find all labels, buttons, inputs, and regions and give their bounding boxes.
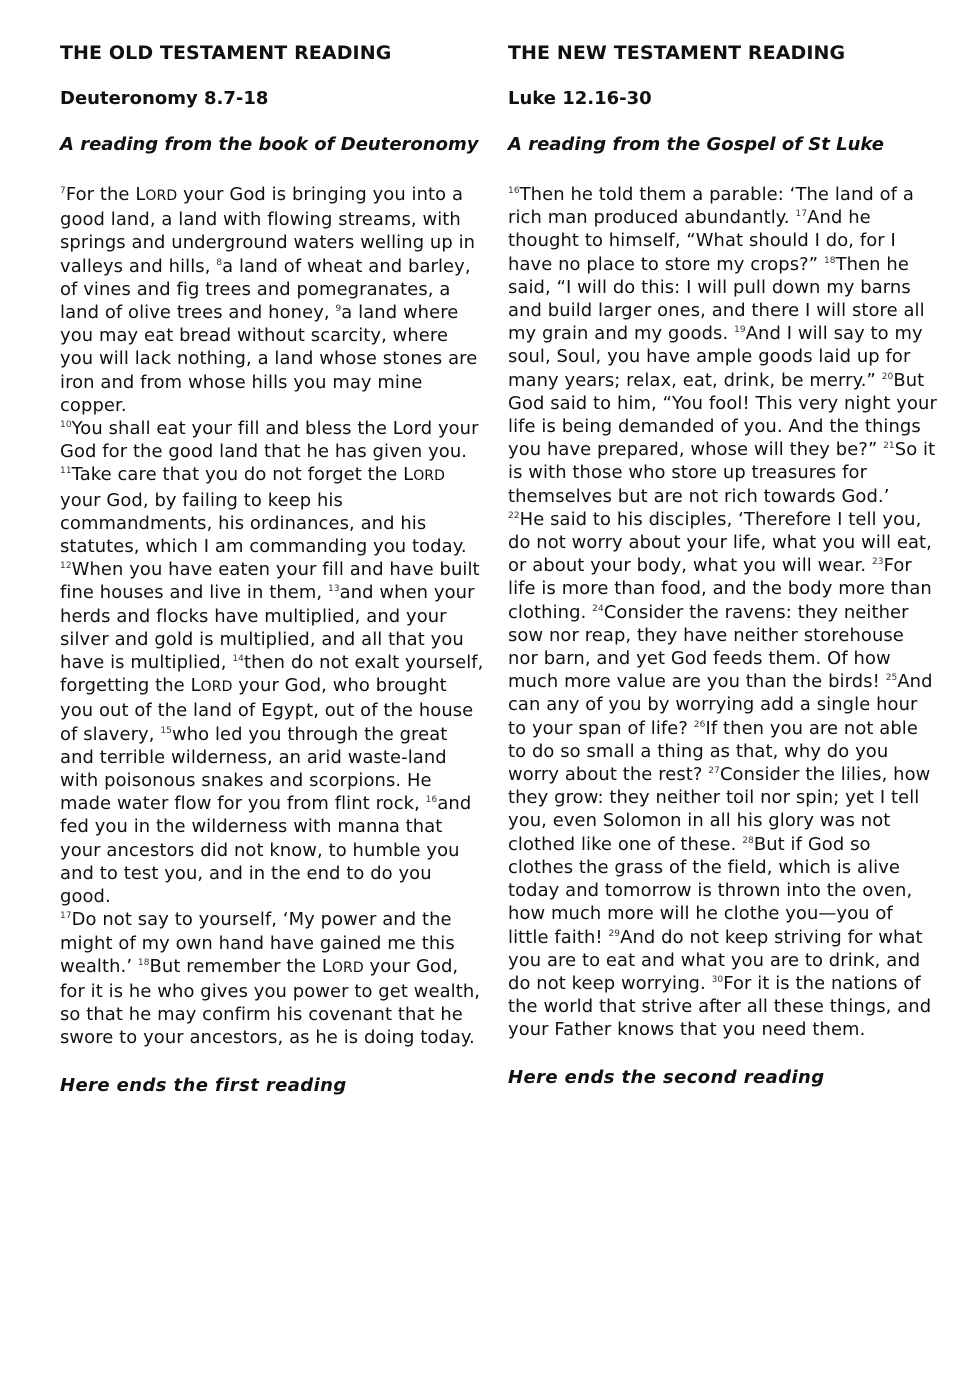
verse-text: And can any of you by worrying add a single hour to your span of life? bbox=[508, 671, 933, 739]
verse-number: 17 bbox=[60, 911, 72, 922]
verse-number: 23 bbox=[871, 557, 884, 568]
new-testament-column bbox=[508, 40, 938, 1091]
verse-number: 24 bbox=[592, 603, 604, 614]
verse-text: When you have eaten your fill and have built fine houses and live in them, bbox=[60, 559, 480, 604]
verse-text: who led you through the great and terrible wilderness, an arid waste-land with poisonous snakes and scorpions. He made water flow for you from flint rock, bbox=[60, 723, 448, 815]
verse-text: For life is more than food, and the body more than clothing. bbox=[508, 555, 932, 623]
paragraph bbox=[508, 183, 938, 508]
verse-text: Then he told them a parable: ‘The land of a rich man produced abundantly. bbox=[508, 184, 914, 229]
verse-number: 20 bbox=[881, 371, 894, 382]
verse-number: 8 bbox=[216, 257, 223, 268]
verse-text: For it is the nations of the world that strive after all these things, and your Father knows that you need them. bbox=[508, 972, 932, 1041]
verse-number: 30 bbox=[711, 974, 724, 985]
verse-text: your God, who brought you out of the land of Egypt, out of the house of slavery, bbox=[60, 675, 474, 745]
paragraph bbox=[60, 183, 485, 417]
verse-number: 22 bbox=[508, 510, 520, 521]
verse-text: a land of wheat and barley, of vines and fig trees and pomegranates, a land of olive trees and honey, bbox=[60, 255, 471, 324]
new-testament-reference: Luke 12.16-30 bbox=[508, 88, 652, 109]
paragraph bbox=[60, 908, 485, 1049]
small-caps-text: ORD bbox=[331, 959, 364, 976]
old-testament-column bbox=[60, 40, 485, 1099]
old-testament-passage bbox=[60, 183, 485, 1050]
verse-text: Consider the ravens: they neither sow nor reap, they have neither storehouse nor barn, and yet God feeds them. Of how much more value are you than the birds! bbox=[508, 601, 909, 693]
paragraph bbox=[60, 417, 485, 908]
verse-number: 10 bbox=[60, 420, 72, 431]
paragraph bbox=[508, 508, 938, 1042]
verse-text: And he thought to himself, “What should I do, for I have no place to store my crops?” bbox=[508, 207, 896, 275]
new-testament-heading: THE NEW TESTAMENT READING bbox=[508, 42, 846, 64]
verse-number: 12 bbox=[60, 561, 72, 572]
new-testament-ending: Here ends the second reading bbox=[508, 1066, 825, 1088]
verse-number: 18 bbox=[823, 255, 836, 266]
verse-text: For the L bbox=[65, 184, 146, 205]
verse-text: He said to his disciples, ‘Therefore I tell you, do not worry about your life, what you will eat, or about your body, what you will wear. bbox=[508, 508, 932, 577]
verse-number: 27 bbox=[708, 766, 720, 777]
verse-text: and when your herds and flocks have multiplied, and your silver and gold is multiplied, and all that you have is multiplied, bbox=[60, 582, 475, 674]
small-caps-text: ORD bbox=[200, 679, 233, 696]
old-testament-intro: A reading from the book of Deuteronomy bbox=[60, 134, 479, 155]
verse-text: Then he said, “I will do this: I will pull down my barns and build larger ones, and there I will store all my grain and my goods. bbox=[508, 253, 925, 345]
verse-text: But God said to him, “You fool! This very night your life is being demanded of you. And the things you have prepared, whose will they be?” bbox=[508, 369, 937, 461]
old-testament-heading: THE OLD TESTAMENT READING bbox=[60, 42, 392, 64]
verse-text: Take care that you do not forget the L bbox=[71, 464, 414, 486]
old-testament-reference: Deuteronomy 8.7-18 bbox=[60, 88, 269, 109]
verse-text: and fed you in the wilderness with manna that your ancestors did not know, to humble you and to test you, and in the end to do you good. bbox=[60, 793, 472, 908]
verse-text: And do not keep striving for what you are to eat and what you are to drink, and do not keep worrying. bbox=[508, 926, 923, 994]
verse-text: your God is bringing you into a good land, a land with flowing streams, with springs and underground waters welling up in valleys and hills, bbox=[60, 184, 476, 277]
verse-text: your God, for it is he who gives you power to get wealth, so that he may confirm his covenant that he swore to your ancestors, as he is doing today. bbox=[60, 955, 481, 1049]
verse-text: But remember the L bbox=[149, 955, 332, 977]
new-testament-intro: A reading from the Gospel of St Luke bbox=[508, 134, 884, 155]
verse-text: If then you are not able to do so small a thing as that, why do you worry about the rest? bbox=[508, 717, 918, 786]
verse-text: a land where you may eat bread without scarcity, where you will lack nothing, a land whose stones are iron and from whose hills you may mine copper. bbox=[60, 302, 478, 416]
verse-text: And I will say to my soul, Soul, you have ample goods laid up for many years; relax, eat, drink, be merry.” bbox=[508, 323, 923, 391]
verse-number: 17 bbox=[795, 209, 808, 220]
verse-number: 7 bbox=[60, 186, 66, 196]
verse-text: But if God so clothes the grass of the field, which is alive today and tomorrow is thrown into the oven, how much more will he clothe you—you of little faith! bbox=[508, 833, 913, 948]
verse-number: 9 bbox=[335, 304, 342, 315]
verse-number: 15 bbox=[160, 725, 172, 736]
verse-number: 28 bbox=[742, 835, 754, 846]
verse-number: 18 bbox=[137, 957, 150, 968]
verse-number: 25 bbox=[885, 673, 898, 684]
verse-number: 16 bbox=[425, 795, 438, 806]
old-testament-ending: Here ends the first reading bbox=[60, 1074, 347, 1096]
new-testament-passage bbox=[508, 183, 938, 1042]
verse-number: 11 bbox=[60, 466, 72, 477]
verse-number: 13 bbox=[328, 584, 340, 595]
verse-text: Do not say to yourself, ‘My power and the might of my own hand have gained me this wealth.’ bbox=[60, 909, 455, 977]
verse-number: 29 bbox=[608, 928, 621, 939]
small-caps-text: ORD bbox=[145, 188, 178, 204]
verse-text: You shall eat your fill and bless the Lord your God for the good land that he has given you. bbox=[60, 418, 479, 463]
verse-number: 21 bbox=[883, 441, 895, 452]
small-caps-text: ORD bbox=[413, 468, 446, 485]
verse-text: Consider the lilies, how they grow: they neither toil nor spin; yet I tell you, even Solomon in all his glory was not clothed like one of these. bbox=[508, 764, 931, 855]
verse-number: 16 bbox=[508, 186, 520, 196]
verse-text: So it is with those who store up treasures for themselves but are not rich towards God.’ bbox=[508, 439, 936, 507]
verse-number: 26 bbox=[693, 719, 706, 730]
verse-text: your God, by failing to keep his commandments, his ordinances, and his statutes, which I am commanding you today. bbox=[60, 489, 467, 558]
verse-number: 19 bbox=[734, 325, 746, 336]
verse-number: 14 bbox=[232, 654, 244, 665]
verse-text: then do not exalt yourself, forgetting the L bbox=[60, 652, 484, 697]
